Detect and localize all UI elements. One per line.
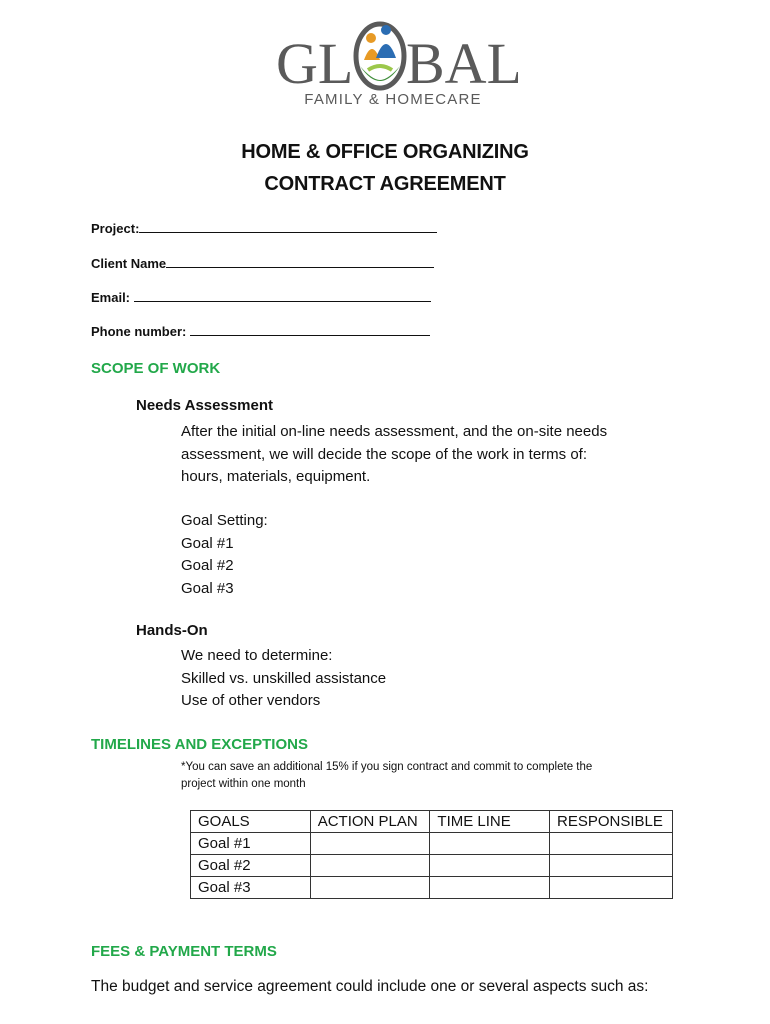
table-cell[interactable]: [430, 833, 550, 855]
table-cell[interactable]: [550, 855, 673, 877]
discount-note-line: *You can save an additional 15% if you sign contract and commit to complete the: [181, 761, 593, 773]
hands-on-text: [181, 645, 661, 713]
project-blank-line[interactable]: [139, 220, 437, 233]
table-header-row: [191, 811, 673, 833]
goal-line: Goal #1: [181, 534, 234, 552]
phone-number-blank-line[interactable]: [190, 323, 430, 336]
scope-of-work-heading: SCOPE OF WORK: [91, 360, 221, 377]
hands-on-line: Skilled vs. unskilled assistance: [181, 669, 387, 687]
fees-intro-text: The budget and service agreement could include one or several aspects such as:: [91, 978, 649, 995]
email-blank-line[interactable]: [134, 289, 431, 302]
table-cell[interactable]: [550, 833, 673, 855]
timelines-heading: TIMELINES AND EXCEPTIONS: [91, 736, 308, 753]
client-name-label: Client Name: [91, 256, 167, 271]
table-row: [191, 833, 673, 855]
hands-on-heading: Hands-On: [136, 622, 208, 639]
needs-line: After the initial on-line needs assessment, and the on-site needs: [181, 423, 608, 440]
needs-line: assessment, we will decide the scope of the work in terms of:: [181, 445, 588, 463]
table-cell[interactable]: [310, 877, 430, 899]
table-header-cell: ACTION PLAN: [310, 811, 430, 833]
email-field[interactable]: [91, 289, 431, 305]
document-title-line2: CONTRACT AGREEMENT: [264, 173, 506, 195]
table-header-cell: GOALS: [191, 811, 311, 833]
logo-text-bal: BAL: [406, 31, 518, 96]
goal-line: Goal #3: [181, 579, 234, 597]
goal-setting-list: [181, 510, 661, 600]
table-cell: Goal #2: [191, 855, 311, 877]
table-cell[interactable]: [310, 833, 430, 855]
goals-table: [190, 810, 673, 899]
table-cell[interactable]: [430, 855, 550, 877]
hands-on-line: We need to determine:: [181, 647, 333, 664]
logo-tagline: FAMILY & HOMECARE: [304, 91, 482, 108]
phone-number-label: Phone number:: [91, 324, 190, 339]
client-name-blank-line[interactable]: [166, 255, 434, 268]
document-title-line1: HOME & OFFICE ORGANIZING: [241, 141, 529, 163]
goal-line: Goal #2: [181, 557, 234, 574]
table-row: [191, 855, 673, 877]
phone-number-field[interactable]: [91, 323, 430, 339]
needs-assessment-heading: Needs Assessment: [136, 397, 274, 414]
logo-graphic: [268, 8, 518, 108]
table-cell[interactable]: [310, 855, 430, 877]
fees-heading: FEES & PAYMENT TERMS: [91, 943, 277, 960]
company-logo: [268, 8, 518, 108]
table-cell: Goal #1: [191, 833, 311, 855]
discount-note-line: project within one month: [181, 778, 306, 790]
needs-assessment-text: [181, 421, 661, 489]
table-header-cell: TIME LINE: [430, 811, 550, 833]
goal-line: Goal Setting:: [181, 512, 268, 529]
project-label: Project:: [91, 221, 140, 236]
table-cell: Goal #3: [191, 877, 311, 899]
discount-note: [181, 759, 651, 793]
table-header-cell: RESPONSIBLE: [550, 811, 673, 833]
needs-line: hours, materials, equipment.: [181, 468, 371, 485]
table-row: [191, 877, 673, 899]
hands-on-line: Use of other vendors: [181, 692, 321, 709]
email-label: Email:: [91, 290, 134, 305]
project-field[interactable]: [91, 220, 437, 236]
logo-text-gl: GL: [276, 31, 354, 96]
client-name-field[interactable]: [91, 255, 434, 271]
table-cell[interactable]: [430, 877, 550, 899]
table-cell[interactable]: [550, 877, 673, 899]
logo-emblem: [356, 24, 404, 88]
